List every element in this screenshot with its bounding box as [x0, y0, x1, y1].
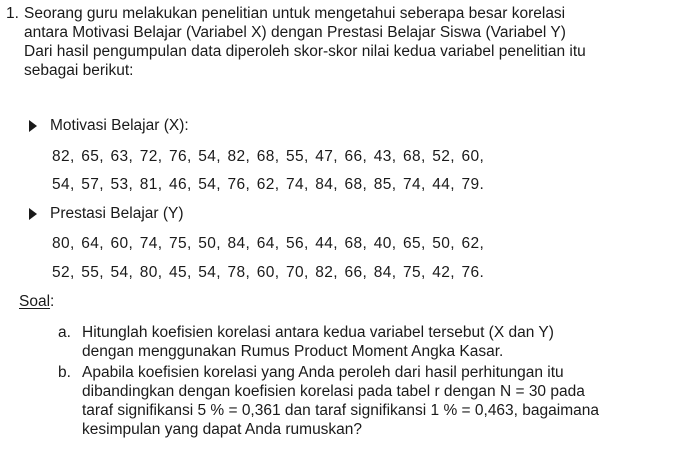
soal-colon: :	[50, 293, 55, 310]
item-line: taraf signifikansi 5 % = 0,361 dan taraf signifikansi 1 % = 0,463, bagaimana	[82, 402, 599, 419]
item-line: dengan menggunakan Rumus Product Moment Angka Kasar.	[82, 343, 504, 360]
soal-heading	[19, 292, 54, 311]
question-number: 1.	[6, 5, 19, 22]
soal-item-b	[58, 363, 648, 439]
intro-line: Dari hasil pengumpulan data diperoleh skor-skor nilai kedua variabel penelitian itu	[24, 43, 586, 60]
variable-x-row: 82, 65, 63, 72, 76, 54, 82, 68, 55, 47, 66, 43, 68, 52, 60,	[52, 148, 485, 165]
item-line: kesimpulan yang dapat Anda rumuskan?	[82, 421, 363, 438]
soal-title: Soal	[19, 293, 51, 310]
intro-line: Seorang guru melakukan penelitian untuk mengetahui seberapa besar korelasi	[24, 5, 566, 22]
variable-x-heading	[29, 116, 189, 135]
item-label: b.	[58, 364, 71, 381]
item-line: Apabila koefisien korelasi yang Anda peroleh dari hasil perhitungan itu	[82, 364, 564, 381]
arrow-bullet-icon	[29, 208, 37, 220]
variable-y-heading	[29, 204, 184, 223]
item-line: dibandingkan dengan koefisien korelasi pada tabel r dengan N = 30 pada	[82, 383, 585, 400]
intro-line: sebagai berikut:	[24, 62, 134, 79]
intro-line: antara Motivasi Belajar (Variabel X) dengan Prestasi Belajar Siswa (Variabel Y)	[24, 24, 566, 41]
variable-x-row: 54, 57, 53, 81, 46, 54, 76, 62, 74, 84, 68, 85, 74, 44, 79.	[52, 176, 485, 193]
question-intro	[24, 4, 652, 80]
variable-y-row: 80, 64, 60, 74, 75, 50, 84, 64, 56, 44, 68, 40, 65, 50, 62,	[52, 235, 485, 252]
variable-y-row: 52, 55, 54, 80, 45, 54, 78, 60, 70, 82, 66, 84, 75, 42, 76.	[52, 264, 485, 281]
variable-y-label: Prestasi Belajar (Y)	[50, 205, 184, 222]
item-label: a.	[58, 324, 71, 341]
arrow-bullet-icon	[29, 120, 37, 132]
soal-item-a	[58, 323, 648, 361]
item-line: Hitunglah koefisien korelasi antara kedua variabel tersebut (X dan Y)	[82, 324, 554, 341]
variable-x-label: Motivasi Belajar (X):	[50, 117, 189, 134]
